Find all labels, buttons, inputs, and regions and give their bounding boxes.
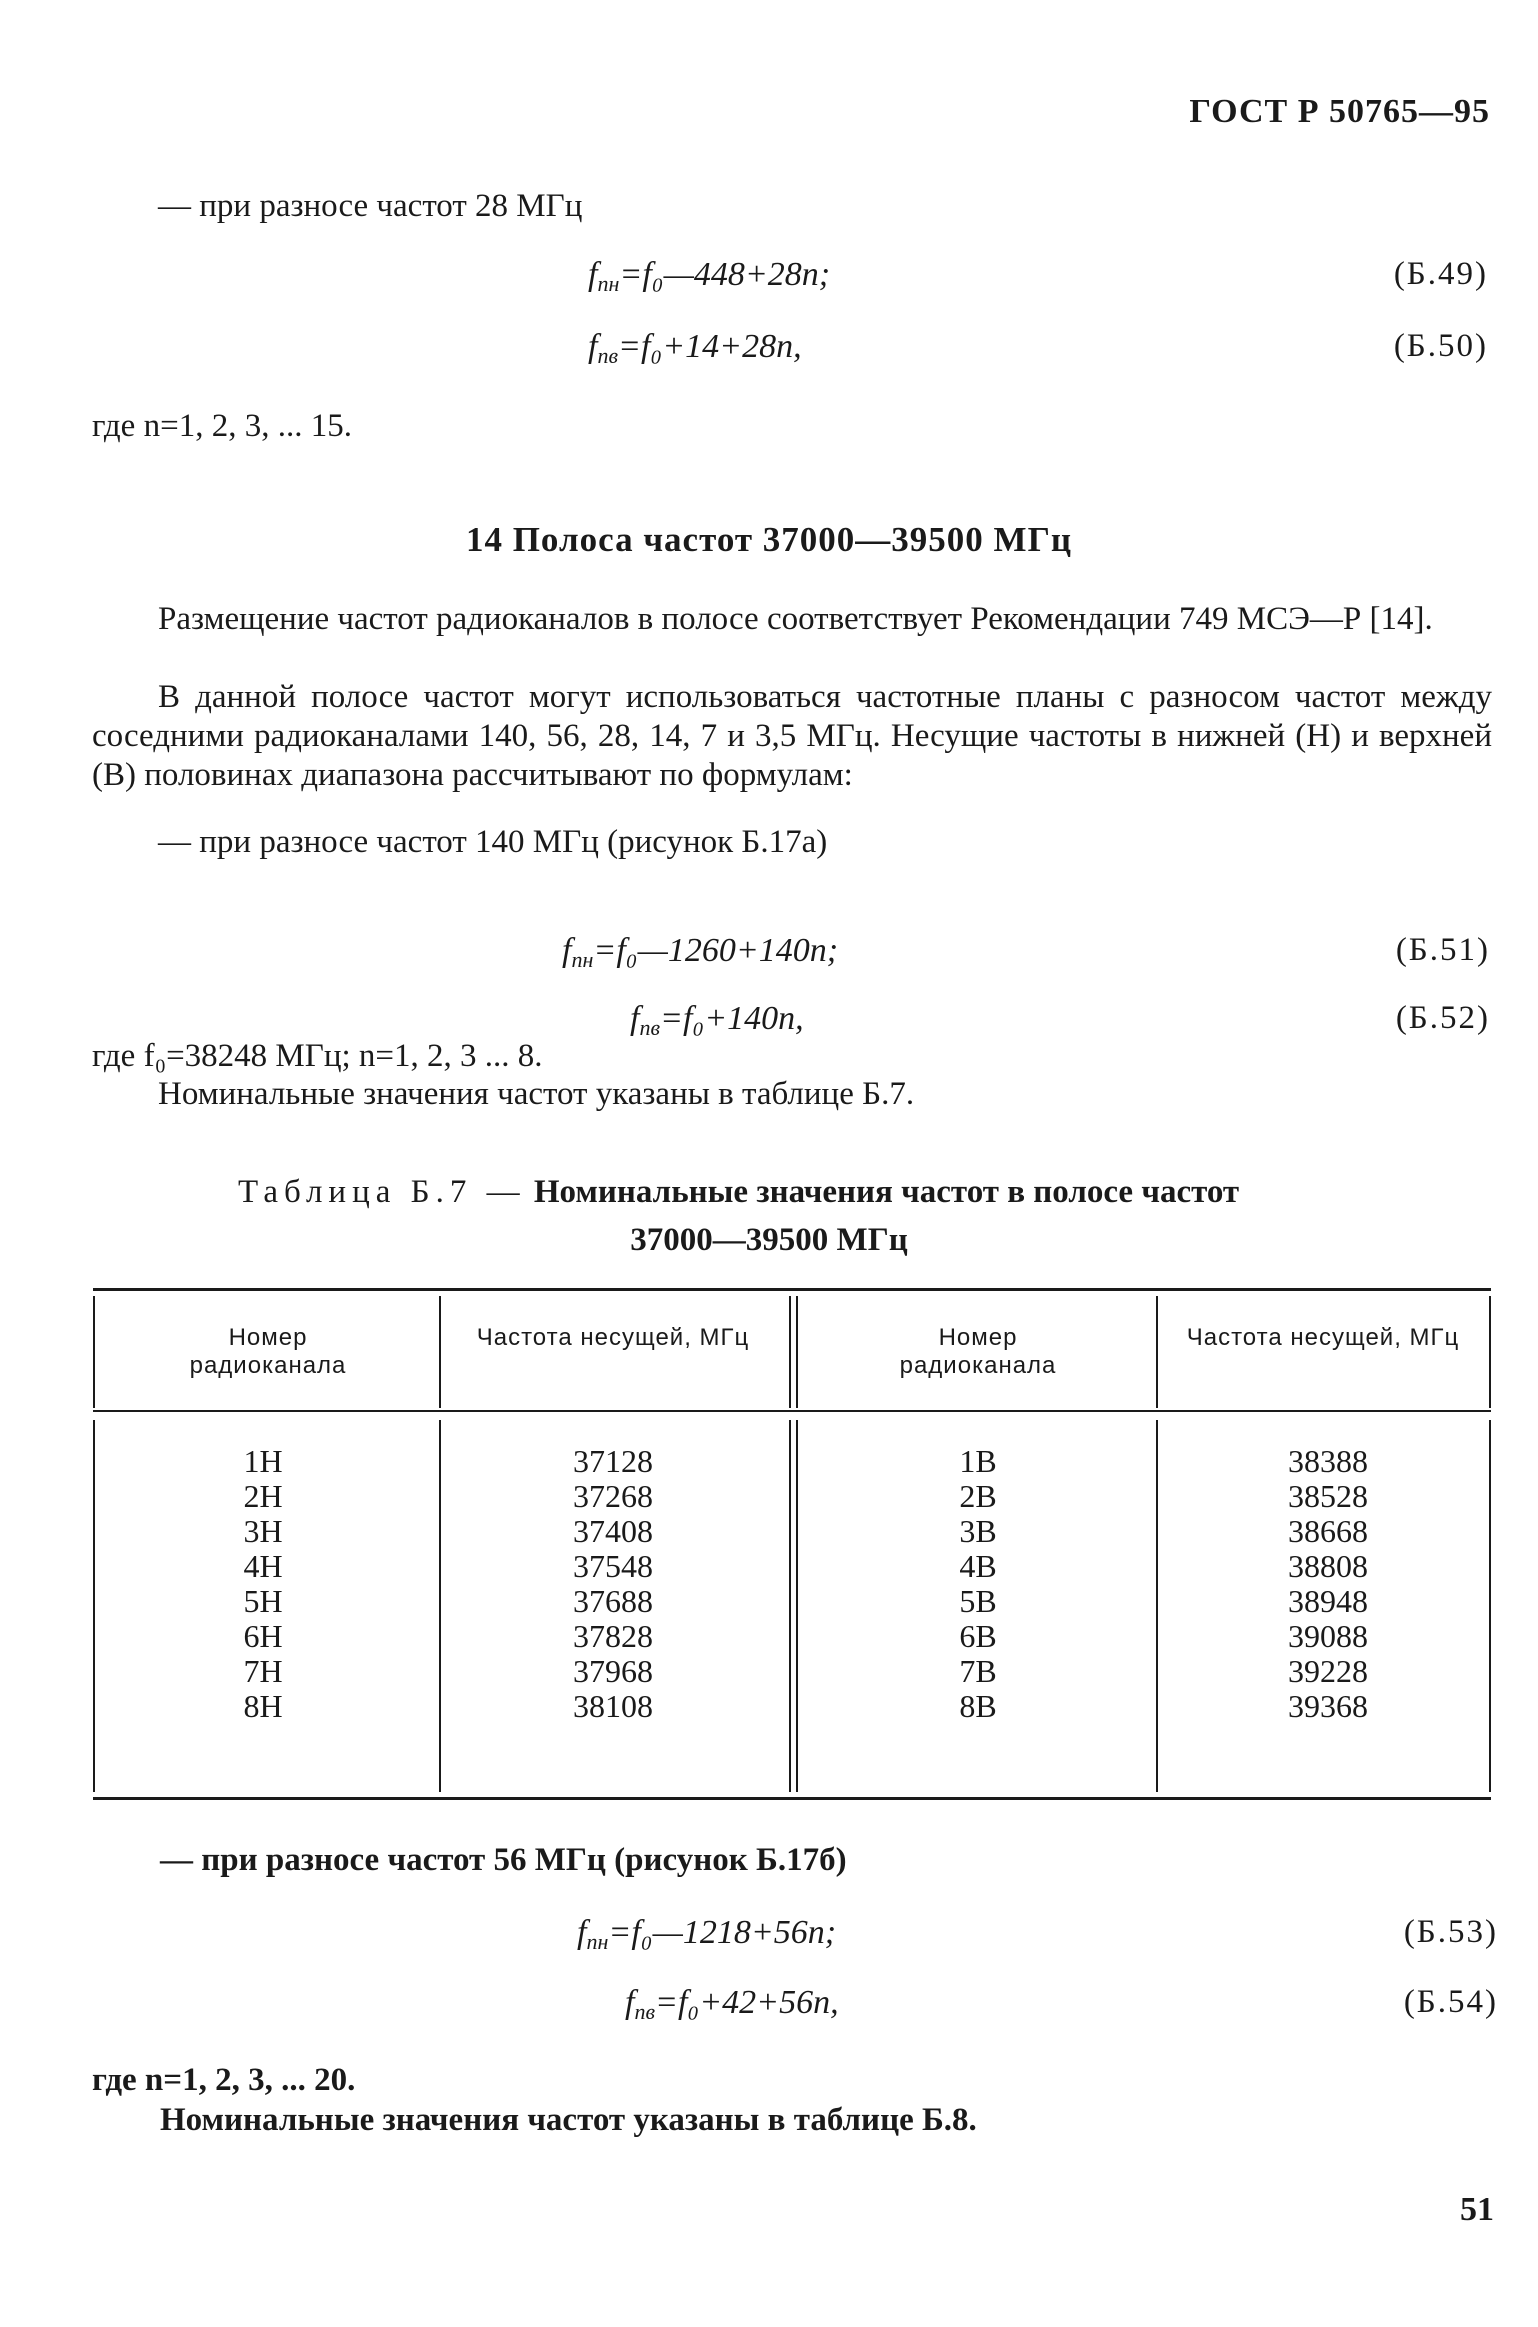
table-cell: 2Н bbox=[243, 1478, 283, 1514]
equation-number-b49: (Б.49) bbox=[1393, 256, 1488, 292]
table-cell: 8В bbox=[959, 1688, 997, 1724]
table-cell: 37268 bbox=[573, 1478, 653, 1514]
column-header-channel-low: Номер радиоканала bbox=[189, 1324, 347, 1379]
table-cell: 38388 bbox=[1288, 1443, 1368, 1479]
table-cell: 8Н bbox=[243, 1688, 283, 1724]
table-cell: 3Н bbox=[243, 1513, 283, 1549]
table-reference-note-1: Номинальные значения частот указаны в таблице Б.7. bbox=[158, 1076, 915, 1112]
table-cell: 4В bbox=[959, 1548, 997, 1584]
table-caption-title: Номинальные значения частот в полосе частот bbox=[533, 1174, 1240, 1210]
column-channel-high bbox=[928, 1444, 1028, 1724]
table-cell: 3В bbox=[959, 1513, 997, 1549]
equation-number-b52: (Б.52) bbox=[1395, 1000, 1490, 1036]
section-heading: 14 Полоса частот 37000—39500 МГц bbox=[465, 520, 1073, 559]
table-caption-line1 bbox=[238, 1172, 1239, 1212]
table-cell: 2В bbox=[959, 1478, 997, 1514]
spacing-intro-140mhz: — при разносе частот 140 МГц (рисунок Б.17а) bbox=[158, 824, 828, 860]
spacing-intro-28mhz: — при разносе частот 28 МГц bbox=[158, 188, 583, 224]
table-cell: 4Н bbox=[243, 1548, 283, 1584]
table-caption-line2: 37000—39500 МГц bbox=[630, 1222, 908, 1258]
table-cell: 38108 bbox=[573, 1688, 653, 1724]
table-cell: 37688 bbox=[573, 1583, 653, 1619]
column-channel-low bbox=[213, 1444, 313, 1724]
document-header: ГОСТ Р 50765—95 bbox=[1189, 93, 1490, 130]
formula-b49: $f_{nн}=f_0—448+28n$; bbox=[588, 256, 831, 296]
table-cell: 7Н bbox=[243, 1653, 283, 1689]
table-cell: 6Н bbox=[243, 1618, 283, 1654]
table-cell: 37408 bbox=[573, 1513, 653, 1549]
frequency-table bbox=[93, 1288, 1491, 1800]
spacing-intro-56mhz: — при разносе частот 56 МГц (рисунок Б.17б) bbox=[160, 1842, 847, 1878]
formula-b53: $f_{nн}=f_0—1218+56n$; bbox=[577, 1914, 837, 1954]
column-frequency-low bbox=[543, 1444, 683, 1724]
column-frequency-high bbox=[1258, 1444, 1398, 1724]
paragraph-frequency-plans: В данной полосе частот могут использоваться частотные планы с разносом частот между соседними радиоканалами 140, 56, 28, 14, 7 и 3,5 МГц. Несущие частоты в нижней (Н) и верхней (В) половинах диапазона рассчитывают по формулам: bbox=[92, 679, 1492, 793]
table-cell: 1В bbox=[959, 1443, 997, 1479]
table-cell: 5Н bbox=[243, 1583, 283, 1619]
table-cell: 37968 bbox=[573, 1653, 653, 1689]
table-cell: 39228 bbox=[1288, 1653, 1368, 1689]
column-header-frequency-low: Частота несущей, МГц bbox=[476, 1324, 750, 1351]
page-number: 51 bbox=[1460, 2191, 1494, 2228]
where-clause-3: где n=1, 2, 3, ... 20. bbox=[92, 2062, 356, 2098]
table-cell: 38668 bbox=[1288, 1513, 1368, 1549]
column-header-frequency-high: Частота несущей, МГц bbox=[1186, 1324, 1460, 1351]
table-cell: 37828 bbox=[573, 1618, 653, 1654]
formula-b51: $f_{nн}=f_0—1260+140n$; bbox=[562, 932, 839, 972]
table-cell: 1Н bbox=[243, 1443, 283, 1479]
table-cell: 37128 bbox=[573, 1443, 653, 1479]
paragraph-recommendation: Размещение частот радиоканалов в полосе соответствует Рекомендации 749 МСЭ—Р [14]. bbox=[158, 601, 1433, 637]
equation-number-b54: (Б.54) bbox=[1403, 1984, 1498, 2020]
table-cell: 38808 bbox=[1288, 1548, 1368, 1584]
formula-b54: $f_{nв}=f_0+42+56n$, bbox=[625, 1984, 839, 2024]
equation-number-b51: (Б.51) bbox=[1395, 932, 1490, 968]
formula-b50: $f_{nв}=f_0+14+28n$, bbox=[588, 328, 802, 368]
table-caption-prefix: Таблица Б.7 — bbox=[238, 1174, 526, 1210]
equation-number-b53: (Б.53) bbox=[1403, 1914, 1498, 1950]
table-cell: 38528 bbox=[1288, 1478, 1368, 1514]
table-cell: 39088 bbox=[1288, 1618, 1368, 1654]
where-clause-2: где f₀=38248 МГц; n=1, 2, 3 ... 8. bbox=[92, 1038, 543, 1074]
equation-number-b50: (Б.50) bbox=[1393, 328, 1488, 364]
table-cell: 38948 bbox=[1288, 1583, 1368, 1619]
table-cell: 5В bbox=[959, 1583, 997, 1619]
table-cell: 7В bbox=[959, 1653, 997, 1689]
where-clause-1: где n=1, 2, 3, ... 15. bbox=[92, 408, 352, 444]
column-header-channel-high: Номер радиоканала bbox=[899, 1324, 1057, 1379]
formula-b52: $f_{nв}=f_0+140n$, bbox=[630, 1000, 804, 1040]
table-reference-note-2: Номинальные значения частот указаны в таблице Б.8. bbox=[160, 2102, 977, 2138]
table-cell: 39368 bbox=[1288, 1688, 1368, 1724]
table-cell: 6В bbox=[959, 1618, 997, 1654]
table-cell: 37548 bbox=[573, 1548, 653, 1584]
